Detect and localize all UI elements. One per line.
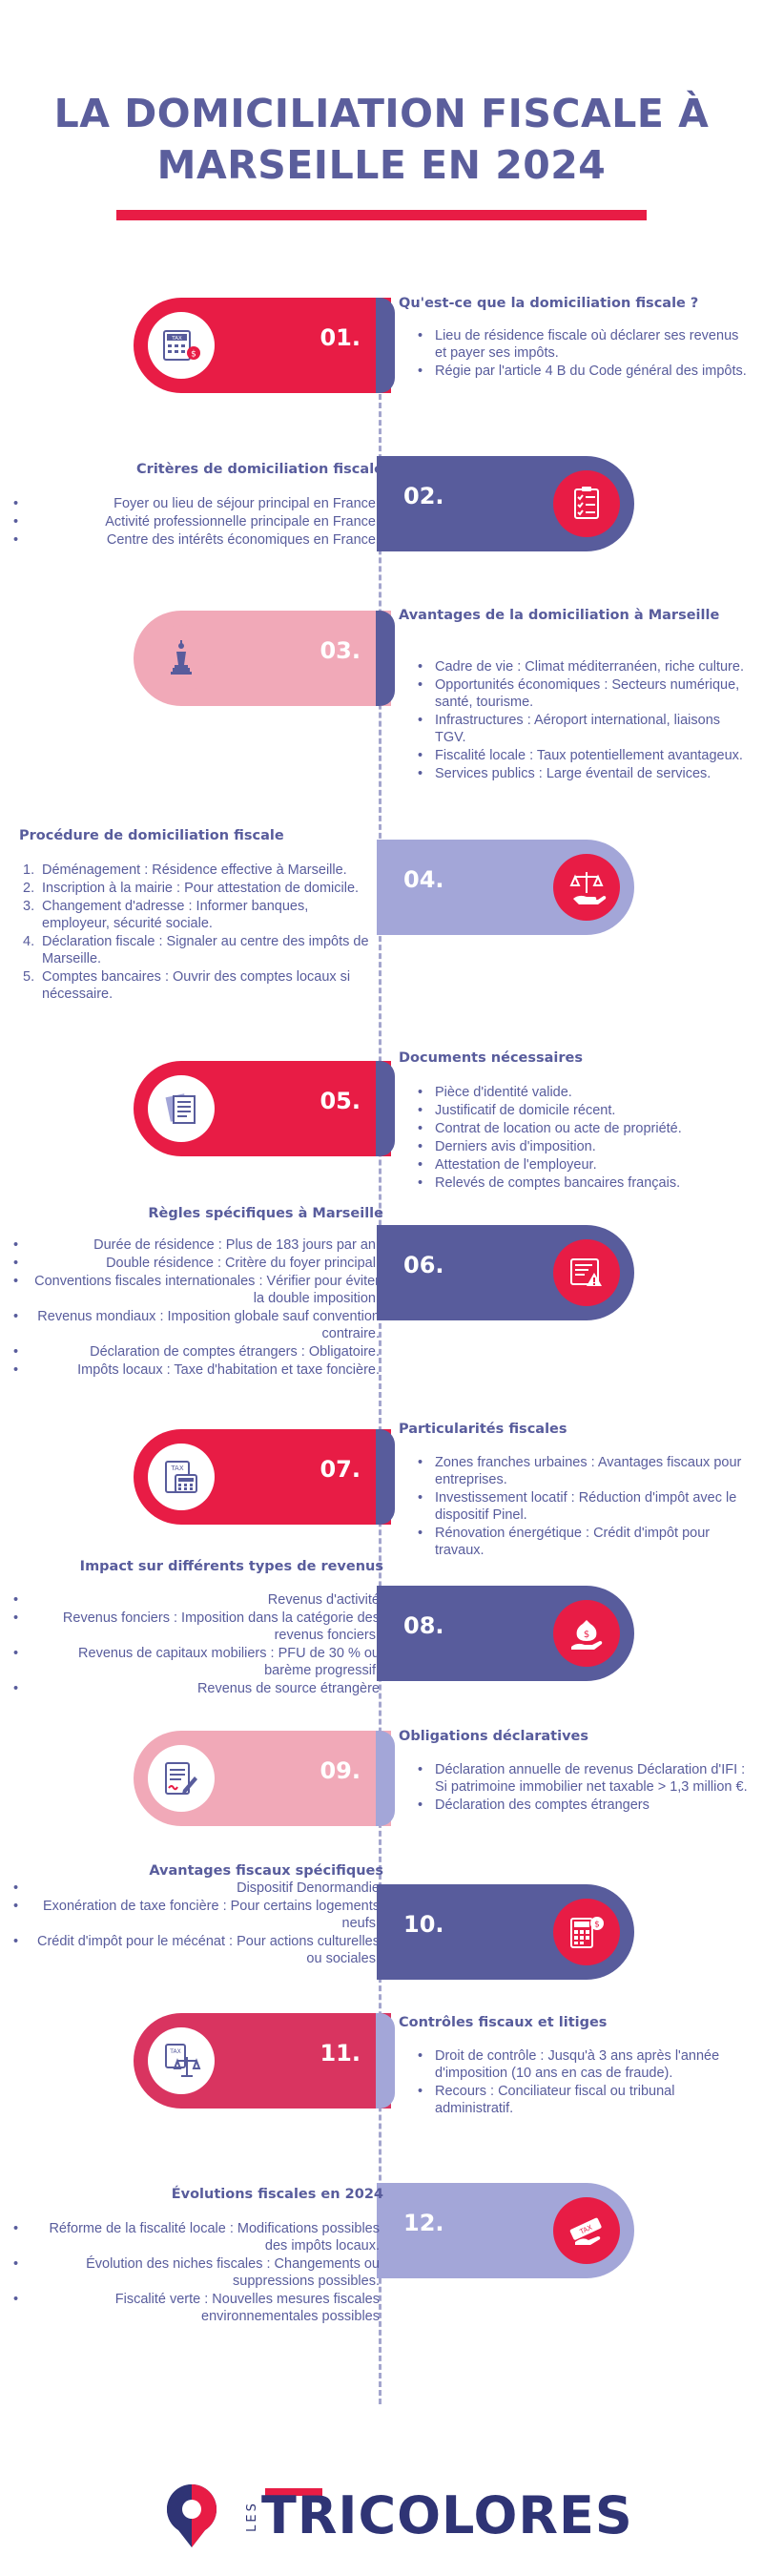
section-11-list	[418, 2047, 752, 2118]
list-item: • Déclaration annuelle de revenus Déclaration d'IFI : Si patrimoine immobilier net taxable > 1,3 million €.	[418, 1761, 752, 1796]
list-item: • Revenus d'activité	[11, 1591, 380, 1609]
list-item: • Attestation de l'employeur.	[418, 1156, 752, 1174]
section-06-list	[11, 1236, 380, 1380]
documents-icon	[148, 1075, 215, 1142]
step-number: 03.	[320, 637, 361, 664]
step-08-pill	[377, 1586, 634, 1681]
list-item: Comptes bancaires : Ouvrir des comptes locaux si nécessaire.	[42, 969, 351, 1002]
svg-text:TAX: TAX	[171, 1465, 184, 1472]
list-item: • Durée de résidence : Plus de 183 jours par an.	[11, 1236, 380, 1254]
list-item: • Fiscalité verte : Nouvelles mesures fiscales environnementales possibles	[11, 2291, 380, 2325]
checklist-icon	[553, 470, 620, 537]
list-item: • Exonération de taxe foncière : Pour certains logements neufs.	[11, 1898, 380, 1932]
step-05-pill	[134, 1061, 391, 1156]
list-item: • Revenus mondiaux : Imposition globale sauf convention contraire.	[11, 1308, 380, 1342]
list-item: • Activité professionnelle principale en France.	[11, 513, 380, 530]
logo-wordmark: TRICOLORES	[261, 2485, 633, 2545]
section-02-title: Critères de domiciliation fiscale	[136, 462, 383, 477]
svg-text:$: $	[191, 349, 196, 360]
list-item: • Fiscalité locale : Taux potentiellement avantageux.	[418, 747, 752, 764]
svg-text:TAX: TAX	[170, 2048, 181, 2055]
list-item: • Opportunités économiques : Secteurs numérique, santé, tourisme.	[418, 676, 752, 711]
section-10-title: Avantages fiscaux spécifiques	[149, 1863, 383, 1879]
section-08-list	[11, 1591, 380, 1698]
list-item: • Foyer ou lieu de séjour principal en France.	[11, 495, 380, 512]
tax-calculator-icon	[148, 1444, 215, 1510]
list-item: • Impôts locaux : Taxe d'habitation et taxe foncière.	[11, 1361, 380, 1379]
step-10-pill	[377, 1884, 634, 1980]
list-item: • Évolution des niches fiscales : Changements ou suppressions possibles.	[11, 2255, 380, 2290]
scales-hand-icon	[553, 854, 620, 921]
section-09-list	[418, 1761, 752, 1815]
step-number: 12.	[403, 2210, 444, 2236]
page-title: LA DOMICILIATION FISCALE À MARSEILLE EN 2024	[53, 91, 710, 188]
tax-calculator-icon	[148, 312, 215, 379]
step-number: 01.	[320, 324, 361, 351]
tax-tickets-icon	[553, 2197, 620, 2264]
list-item: • Déclaration des comptes étrangers	[418, 1797, 752, 1814]
list-item: • Crédit d'impôt pour le mécénat : Pour actions culturelles ou sociales.	[11, 1933, 380, 1967]
svg-text:TAX: TAX	[172, 336, 182, 342]
location-pin-icon	[162, 2483, 221, 2549]
section-03-list	[418, 658, 752, 783]
step-number: 10.	[403, 1911, 444, 1938]
step-number: 09.	[320, 1757, 361, 1784]
step-number: 05.	[320, 1088, 361, 1114]
svg-text:TAX: TAX	[578, 2223, 594, 2236]
step-number: 07.	[320, 1456, 361, 1483]
section-10-list	[11, 1880, 380, 1968]
calculator-dollar-icon	[553, 1899, 620, 1965]
section-01-list	[418, 327, 752, 381]
section-11-title: Contrôles fiscaux et litiges	[399, 2015, 608, 2030]
list-item: • Droit de contrôle : Jusqu'à 3 ans après l'année d'imposition (10 ans en cas de fraude).	[418, 2047, 752, 2082]
statue-icon	[148, 625, 215, 692]
step-number: 06.	[403, 1252, 444, 1278]
step-09-pill	[134, 1731, 391, 1826]
list-item: • Centre des intérêts économiques en France.	[11, 531, 380, 549]
list-item: • Investissement locatif : Réduction d'impôt avec le dispositif Pinel.	[418, 1489, 752, 1524]
list-item: Inscription à la mairie : Pour attestation de domicile.	[42, 881, 360, 896]
list-item: • Recours : Conciliateur fiscal ou tribunal administratif.	[418, 2083, 752, 2117]
step-07-pill	[134, 1429, 391, 1525]
list-item: • Conventions fiscales internationales : Vérifier pour éviter la double imposition.	[11, 1273, 380, 1307]
section-01-title: Qu'est-ce que la domiciliation fiscale ?	[399, 296, 699, 311]
list-item: • Régie par l'article 4 B du Code général des impôts.	[418, 363, 752, 380]
list-item: • Double résidence : Critère du foyer principal.	[11, 1255, 380, 1272]
step-02-pill	[377, 456, 634, 551]
step-number: 02.	[403, 483, 444, 509]
step-03-pill	[134, 611, 391, 706]
warning-document-icon	[553, 1239, 620, 1306]
list-item: • Lieu de résidence fiscale où déclarer ses revenus et payer ses impôts.	[418, 327, 752, 362]
section-07-title: Particularités fiscales	[399, 1422, 567, 1437]
list-item: • Derniers avis d'imposition.	[418, 1138, 752, 1155]
section-05-title: Documents nécessaires	[399, 1050, 584, 1066]
section-05-list	[418, 1084, 752, 1193]
list-item: • Revenus de capitaux mobiliers : PFU de 30 % ou barème progressif.	[11, 1645, 380, 1679]
list-item: • Infrastructures : Aéroport international, liaisons TGV.	[418, 712, 752, 746]
section-08-title: Impact sur différents types de revenus	[79, 1559, 383, 1574]
section-07-list	[418, 1454, 752, 1560]
list-item: • Pièce d'identité valide.	[418, 1084, 752, 1101]
step-01-pill	[134, 298, 391, 393]
svg-text:$: $	[594, 1920, 600, 1930]
list-item: • Rénovation énergétique : Crédit d'impôt pour travaux.	[418, 1525, 752, 1559]
section-12-list	[11, 2220, 380, 2326]
step-number: 08.	[403, 1612, 444, 1639]
signed-document-icon	[148, 1745, 215, 1812]
list-item: • Justificatif de domicile récent.	[418, 1102, 752, 1119]
list-item: • Réforme de la fiscalité locale : Modifications possibles des impôts locaux.	[11, 2220, 380, 2254]
brand-logo	[162, 2481, 633, 2557]
list-item: Déménagement : Résidence effective à Marseille.	[42, 862, 347, 878]
section-03-title: Avantages de la domiciliation à Marseille	[399, 608, 720, 623]
step-12-pill	[377, 2183, 634, 2278]
step-number: 11.	[320, 2040, 361, 2067]
step-04-pill	[377, 840, 634, 935]
list-item: • Revenus de source étrangère	[11, 1680, 380, 1697]
section-04-title: Procédure de domiciliation fiscale	[19, 828, 284, 843]
step-06-pill	[377, 1225, 634, 1320]
section-12-title: Évolutions fiscales en 2024	[171, 2187, 383, 2202]
step-11-pill	[134, 2013, 391, 2109]
list-item: • Services publics : Large éventail de services.	[418, 765, 752, 782]
list-item: • Cadre de vie : Climat méditerranéen, riche culture.	[418, 658, 752, 675]
section-06-title: Règles spécifiques à Marseille	[148, 1206, 383, 1221]
list-item: Déclaration fiscale : Signaler au centre des impôts de Marseille.	[42, 934, 369, 966]
svg-text:$: $	[583, 1630, 590, 1640]
list-item: • Zones franches urbaines : Avantages fiscaux pour entreprises.	[418, 1454, 752, 1488]
list-item: • Contrat de location ou acte de propriété.	[418, 1120, 752, 1137]
list-item: Changement d'adresse : Informer banques, employeur, sécurité sociale.	[42, 899, 309, 931]
list-item: • Revenus fonciers : Imposition dans la catégorie des revenus fonciers.	[11, 1610, 380, 1644]
logo-prefix: LES	[244, 2500, 259, 2532]
title-underline	[116, 210, 647, 220]
list-item: • Déclaration de comptes étrangers : Obligatoire.	[11, 1343, 380, 1361]
step-number: 04.	[403, 866, 444, 893]
list-item: • Relevés de comptes bancaires français.	[418, 1174, 752, 1192]
section-04-list	[19, 862, 377, 1004]
list-item: • Dispositif Denormandie	[11, 1880, 380, 1897]
section-09-title: Obligations déclaratives	[399, 1729, 588, 1744]
section-02-list	[11, 495, 380, 550]
money-bag-hand-icon	[553, 1600, 620, 1667]
tax-scales-icon	[148, 2027, 215, 2094]
